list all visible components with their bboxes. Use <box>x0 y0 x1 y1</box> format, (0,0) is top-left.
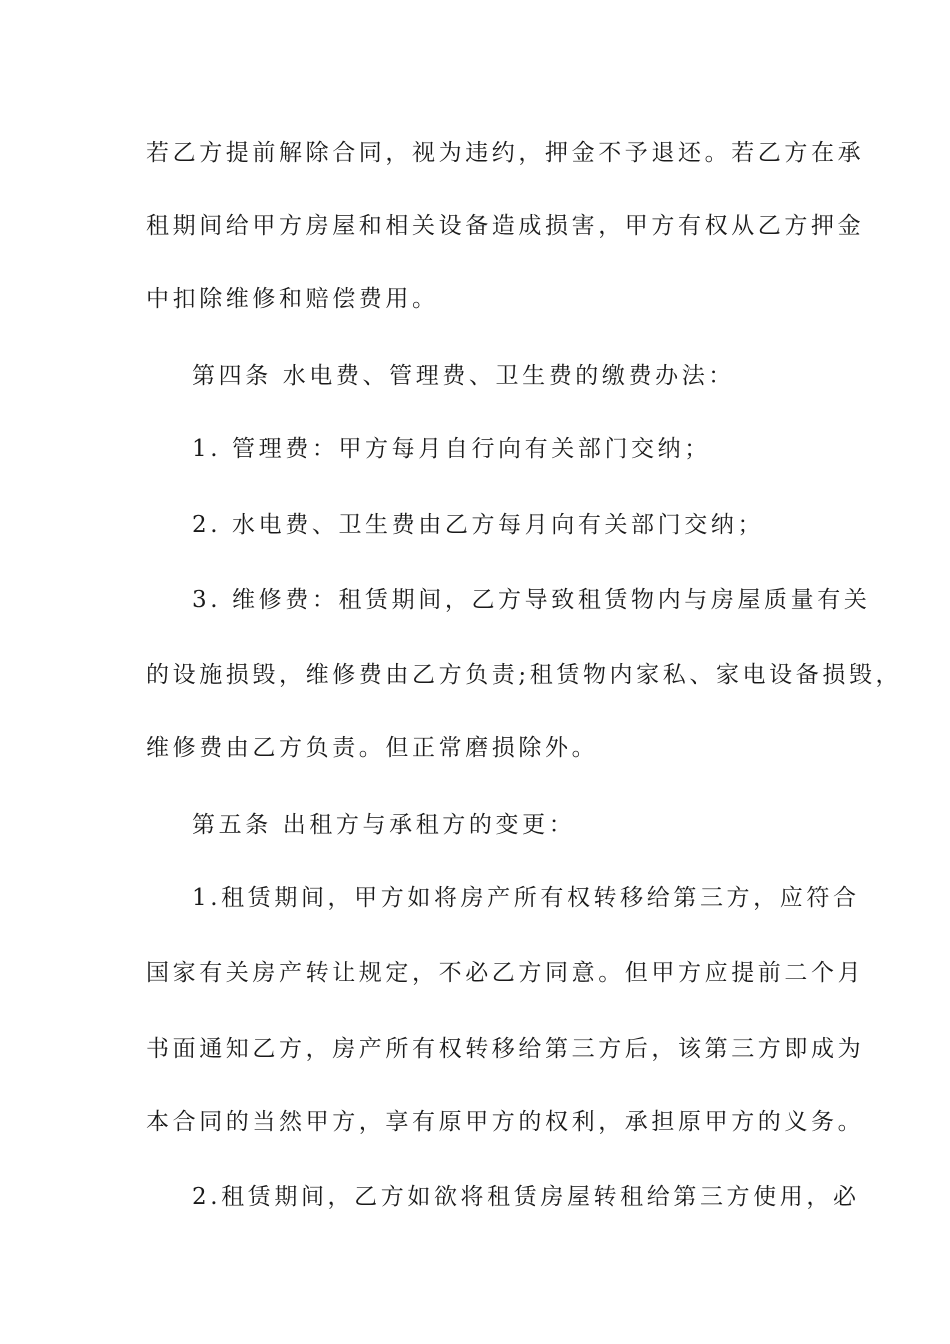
paragraph-line: 本合同的当然甲方，享有原甲方的权利，承担原甲方的义务。 <box>146 1109 865 1135</box>
paragraph-line: 若乙方提前解除合同，视为违约，押金不予退还。若乙方在承 <box>146 140 865 166</box>
paragraph-line: 中扣除维修和赔偿费用。 <box>146 286 439 312</box>
paragraph-line: 国家有关房产转让规定，不必乙方同意。但甲方应提前二个月 <box>146 960 865 986</box>
list-item: 1.租赁期间，甲方如将房产所有权转移给第三方，应符合 <box>192 885 860 911</box>
paragraph-line: 维修费由乙方负责。但正常磨损除外。 <box>146 735 599 761</box>
list-item: 2.租赁期间，乙方如欲将租赁房屋转租给第三方使用，必 <box>192 1184 860 1210</box>
list-item: 2. 水电费、卫生费由乙方每月向有关部门交纳； <box>192 512 765 538</box>
paragraph-line: 租期间给甲方房屋和相关设备造成损害，甲方有权从乙方押金 <box>146 213 865 239</box>
paragraph-line: 书面通知乙方，房产所有权转移给第三方后，该第三方即成为 <box>146 1036 865 1062</box>
article-heading: 第四条 水电费、管理费、卫生费的缴费办法： <box>192 363 735 389</box>
list-item: 3. 维修费：租赁期间，乙方导致租赁物内与房屋质量有关 <box>192 587 871 613</box>
paragraph-line: 的设施损毁，维修费由乙方负责;租赁物内家私、家电设备损毁， <box>146 662 903 688</box>
article-heading: 第五条 出租方与承租方的变更： <box>192 812 576 838</box>
list-item: 1. 管理费：甲方每月自行向有关部门交纳； <box>192 436 711 462</box>
